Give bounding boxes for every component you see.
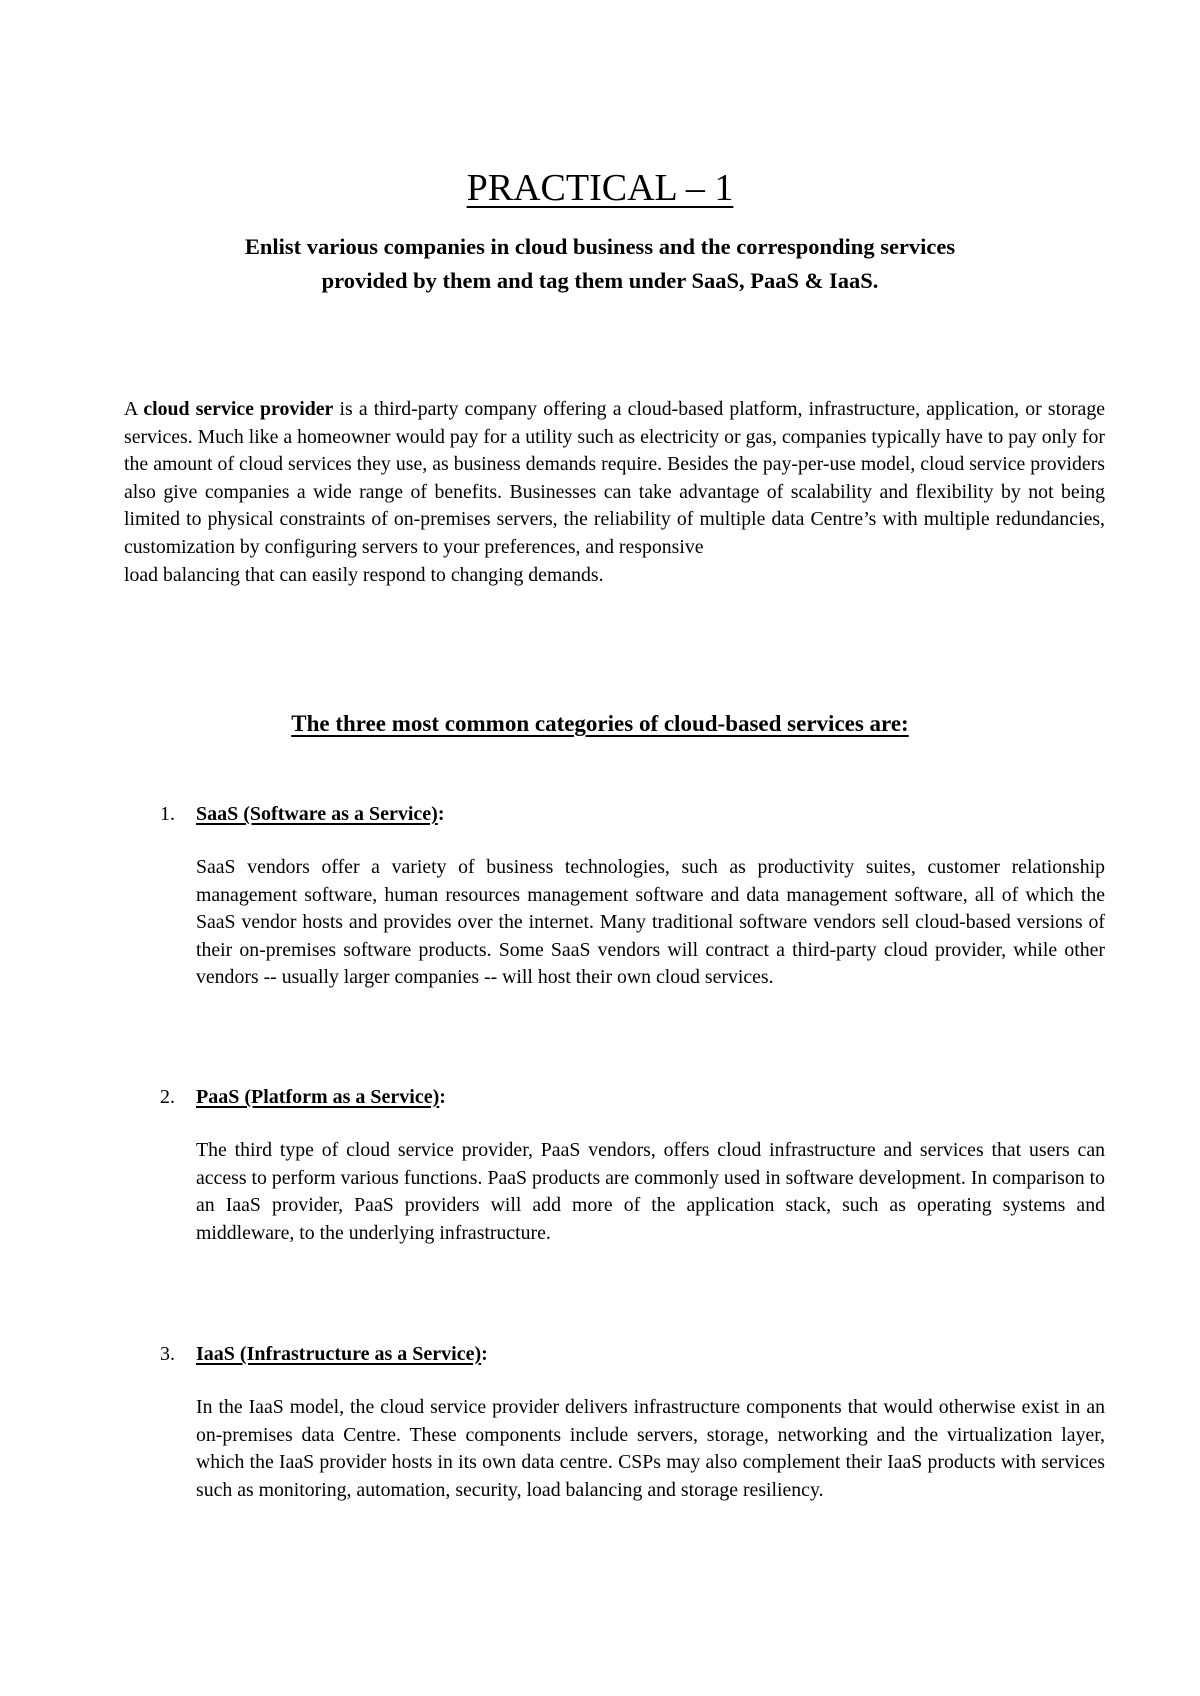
intro-paragraph: [124, 396, 1105, 589]
list-item-heading: [160, 1083, 1105, 1111]
section-heading: The three most common categories of cloud-based services are:: [291, 711, 909, 736]
list-item-label: SaaS (Software as a Service): [196, 803, 438, 825]
list-item-heading: [160, 800, 1105, 828]
list-item-heading: [160, 1340, 1105, 1368]
list-item-number: 3.: [160, 1343, 175, 1365]
list-item-colon: :: [437, 803, 445, 825]
subtitle-line-1: Enlist various companies in cloud business and the corresponding services: [244, 234, 956, 259]
page-subtitle: [120, 230, 1080, 298]
list-item-body: In the IaaS model, the cloud service provider delivers infrastructure components that would otherwise exist in an on-premises data Centre. These components include servers, storage, networking and the virtualization layer, which the IaaS provider hosts in its own data centre. CSPs may also complement their IaaS products with services such as monitoring, automation, security, load balancing and storage resiliency.: [196, 1396, 1105, 1501]
intro-lead: A: [124, 398, 144, 420]
intro-text: is a third-party company offering a cloud-based platform, infrastructure, application, or storage services. Much like a homeowner would pay for a utility such as electricity or gas, companies typically have to pay only for the amount of cloud services they use, as business demands require. Besides the pay-per-use model, cloud service providers also give companies a wide range of benefits. Businesses can take advantage of scalability and flexibility by not being limited to physical constraints of on-premises servers, the reliability of multiple data Centre’s with multiple redundancies, customization by configuring servers to your preferences, and responsive: [124, 398, 1106, 558]
page-title: PRACTICAL – 1: [466, 167, 734, 209]
list-item-saas: [160, 800, 1105, 992]
list-item-number: 2.: [160, 1086, 175, 1108]
list-item-colon: :: [481, 1343, 488, 1365]
list-item-body: The third type of cloud service provider, PaaS vendors, offers cloud infrastructure and services that users can access to perform various functions. PaaS products are commonly used in software development. In comparison to an IaaS provider, PaaS providers will add more of the application stack, such as operating systems and middleware, to the underlying infrastructure.: [196, 1139, 1105, 1244]
list-item-label: IaaS (Infrastructure as a Service): [196, 1343, 482, 1365]
list-item-label: PaaS (Platform as a Service): [196, 1086, 440, 1108]
list-item-number: 1.: [160, 803, 175, 825]
subtitle-line-2: provided by them and tag them under SaaS, PaaS & IaaS.: [321, 268, 879, 293]
list-item-iaas: [160, 1340, 1105, 1504]
intro-term: cloud service provider: [143, 398, 334, 420]
intro-last-line: load balancing that can easily respond to changing demands.: [124, 563, 604, 586]
list-item-colon: :: [439, 1086, 446, 1108]
list-item-paas: [160, 1083, 1105, 1247]
list-item-body: SaaS vendors offer a variety of business technologies, such as productivity suites, customer relationship management software, human resources management software and data management software, all of which the SaaS vendor hosts and provides over the internet. Many traditional software vendors sell cloud-based versions of their on-premises software products. Some SaaS vendors will contract a third-party cloud provider, while other vendors -- usually larger companies -- will host their own cloud services.: [196, 856, 1105, 989]
